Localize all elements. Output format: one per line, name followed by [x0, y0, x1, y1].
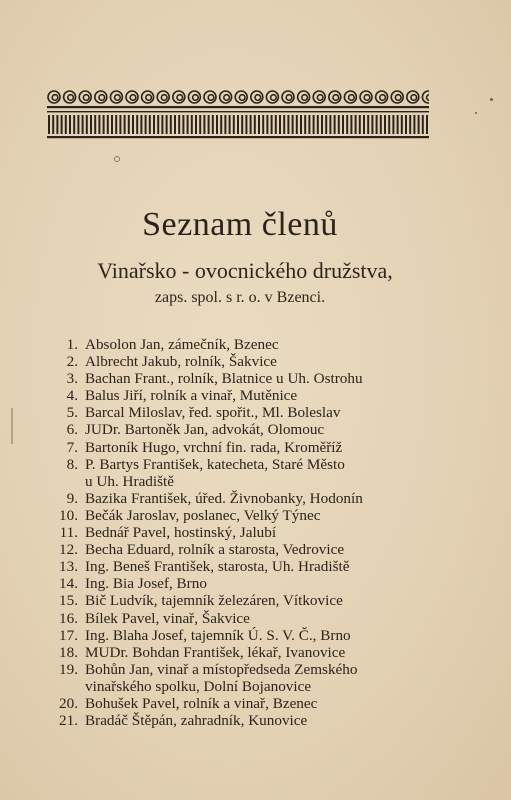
paper-speck	[490, 98, 493, 101]
list-item-number: 20.	[59, 694, 78, 712]
list-item-number: 15.	[59, 592, 78, 610]
list-item-number: 8.	[66, 455, 78, 473]
list-item-text: P. Bartys František, katecheta, Staré Město	[85, 455, 345, 473]
list-item	[50, 439, 490, 456]
list-item-number: 9.	[66, 489, 78, 507]
list-item-text: Bohůn Jan, vinař a místopředseda Zemského	[85, 660, 358, 678]
list-item-number: 12.	[59, 541, 78, 559]
page-title: Seznam členů	[142, 206, 338, 243]
page-subtitle: Vinařsko - ovocnického družstva,	[97, 258, 393, 283]
list-item-number: 13.	[59, 558, 78, 576]
list-item	[50, 661, 490, 678]
list-item-number: 10.	[59, 506, 78, 524]
list-item-text: Barcal Miloslav, řed. spořit., Ml. Boleslav	[85, 404, 341, 422]
list-item-continuation	[50, 473, 490, 490]
list-item-text: Ing. Blaha Josef, tajemník Ú. S. V. Č., Brno	[85, 626, 351, 644]
list-item	[50, 387, 490, 404]
paper-speck	[114, 156, 120, 162]
list-item-continuation	[50, 678, 490, 695]
member-list	[50, 336, 490, 729]
list-item-text: Ing. Beneš František, starosta, Uh. Hradiště	[85, 558, 350, 576]
list-item-text: Bradáč Štěpán, zahradník, Kunovice	[85, 712, 308, 730]
list-item-text: Bartoník Hugo, vrchní fin. rada, Kroměříž	[85, 438, 343, 456]
list-item	[50, 336, 490, 353]
list-item-number: 7.	[66, 438, 78, 456]
list-item	[50, 421, 490, 438]
list-item-number: 4.	[66, 387, 78, 405]
list-item-text: u Uh. Hradiště	[85, 472, 174, 490]
list-item-number: 16.	[59, 609, 78, 627]
list-item	[50, 507, 490, 524]
list-item	[50, 644, 490, 661]
list-item	[50, 558, 490, 575]
list-item-text: Balus Jiří, rolník a vinař, Mutěnice	[85, 387, 298, 405]
list-item-number: 21.	[59, 712, 78, 730]
list-item-text: Ing. Bia Josef, Brno	[85, 575, 207, 593]
list-item	[50, 610, 490, 627]
list-item-number: 6.	[66, 421, 78, 439]
list-item-text: Albrecht Jakub, rolník, Šakvice	[85, 353, 277, 371]
list-item-number: 5.	[66, 404, 78, 422]
list-item-text: Bílek Pavel, vinař, Šakvice	[85, 609, 250, 627]
list-item-text: Becha Eduard, rolník a starosta, Vedrovice	[85, 541, 345, 559]
list-item-number: 1.	[66, 336, 78, 353]
list-item	[50, 695, 490, 712]
list-item-text: Bečák Jaroslav, poslanec, Velký Týnec	[85, 506, 321, 524]
list-item	[50, 627, 490, 644]
decorative-border-ornament	[47, 88, 429, 142]
list-item-number: 17.	[59, 626, 78, 644]
list-item-text: Bohušek Pavel, rolník a vinař, Bzenec	[85, 694, 318, 712]
list-item	[50, 490, 490, 507]
list-item-text: Bachan Frant., rolník, Blatnice u Uh. Ostrohu	[85, 370, 363, 388]
list-item	[50, 541, 490, 558]
list-item-text: Bič Ludvík, tajemník železáren, Vítkovice	[85, 592, 343, 610]
list-item-number: 14.	[59, 575, 78, 593]
list-item-number: 19.	[59, 660, 78, 678]
list-item-text: vinařského spolku, Dolní Bojanovice	[85, 677, 312, 695]
list-item-number: 18.	[59, 643, 78, 661]
paper-speck	[475, 112, 477, 114]
paper-speck	[11, 408, 13, 444]
list-item-number: 3.	[66, 370, 78, 388]
page-subtitle-registration: zaps. spol. s r. o. v Bzenci.	[154, 289, 326, 306]
list-item	[50, 592, 490, 609]
list-item	[50, 353, 490, 370]
list-item	[50, 456, 490, 473]
list-item	[50, 712, 490, 729]
list-item	[50, 575, 490, 592]
list-item-number: 2.	[66, 353, 78, 371]
list-item-text: MUDr. Bohdan František, lékař, Ivanovice	[85, 643, 346, 661]
list-item-text: Absolon Jan, zámečník, Bzenec	[85, 336, 279, 353]
list-item	[50, 524, 490, 541]
list-item	[50, 370, 490, 387]
list-item	[50, 404, 490, 421]
list-item-text: Bazika František, úřed. Živnobanky, Hodonín	[85, 489, 363, 507]
list-item-text: JUDr. Bartoněk Jan, advokát, Olomouc	[85, 421, 325, 439]
list-item-number: 11.	[59, 524, 78, 542]
list-item-text: Bednář Pavel, hostinský, Jalubí	[85, 524, 277, 542]
